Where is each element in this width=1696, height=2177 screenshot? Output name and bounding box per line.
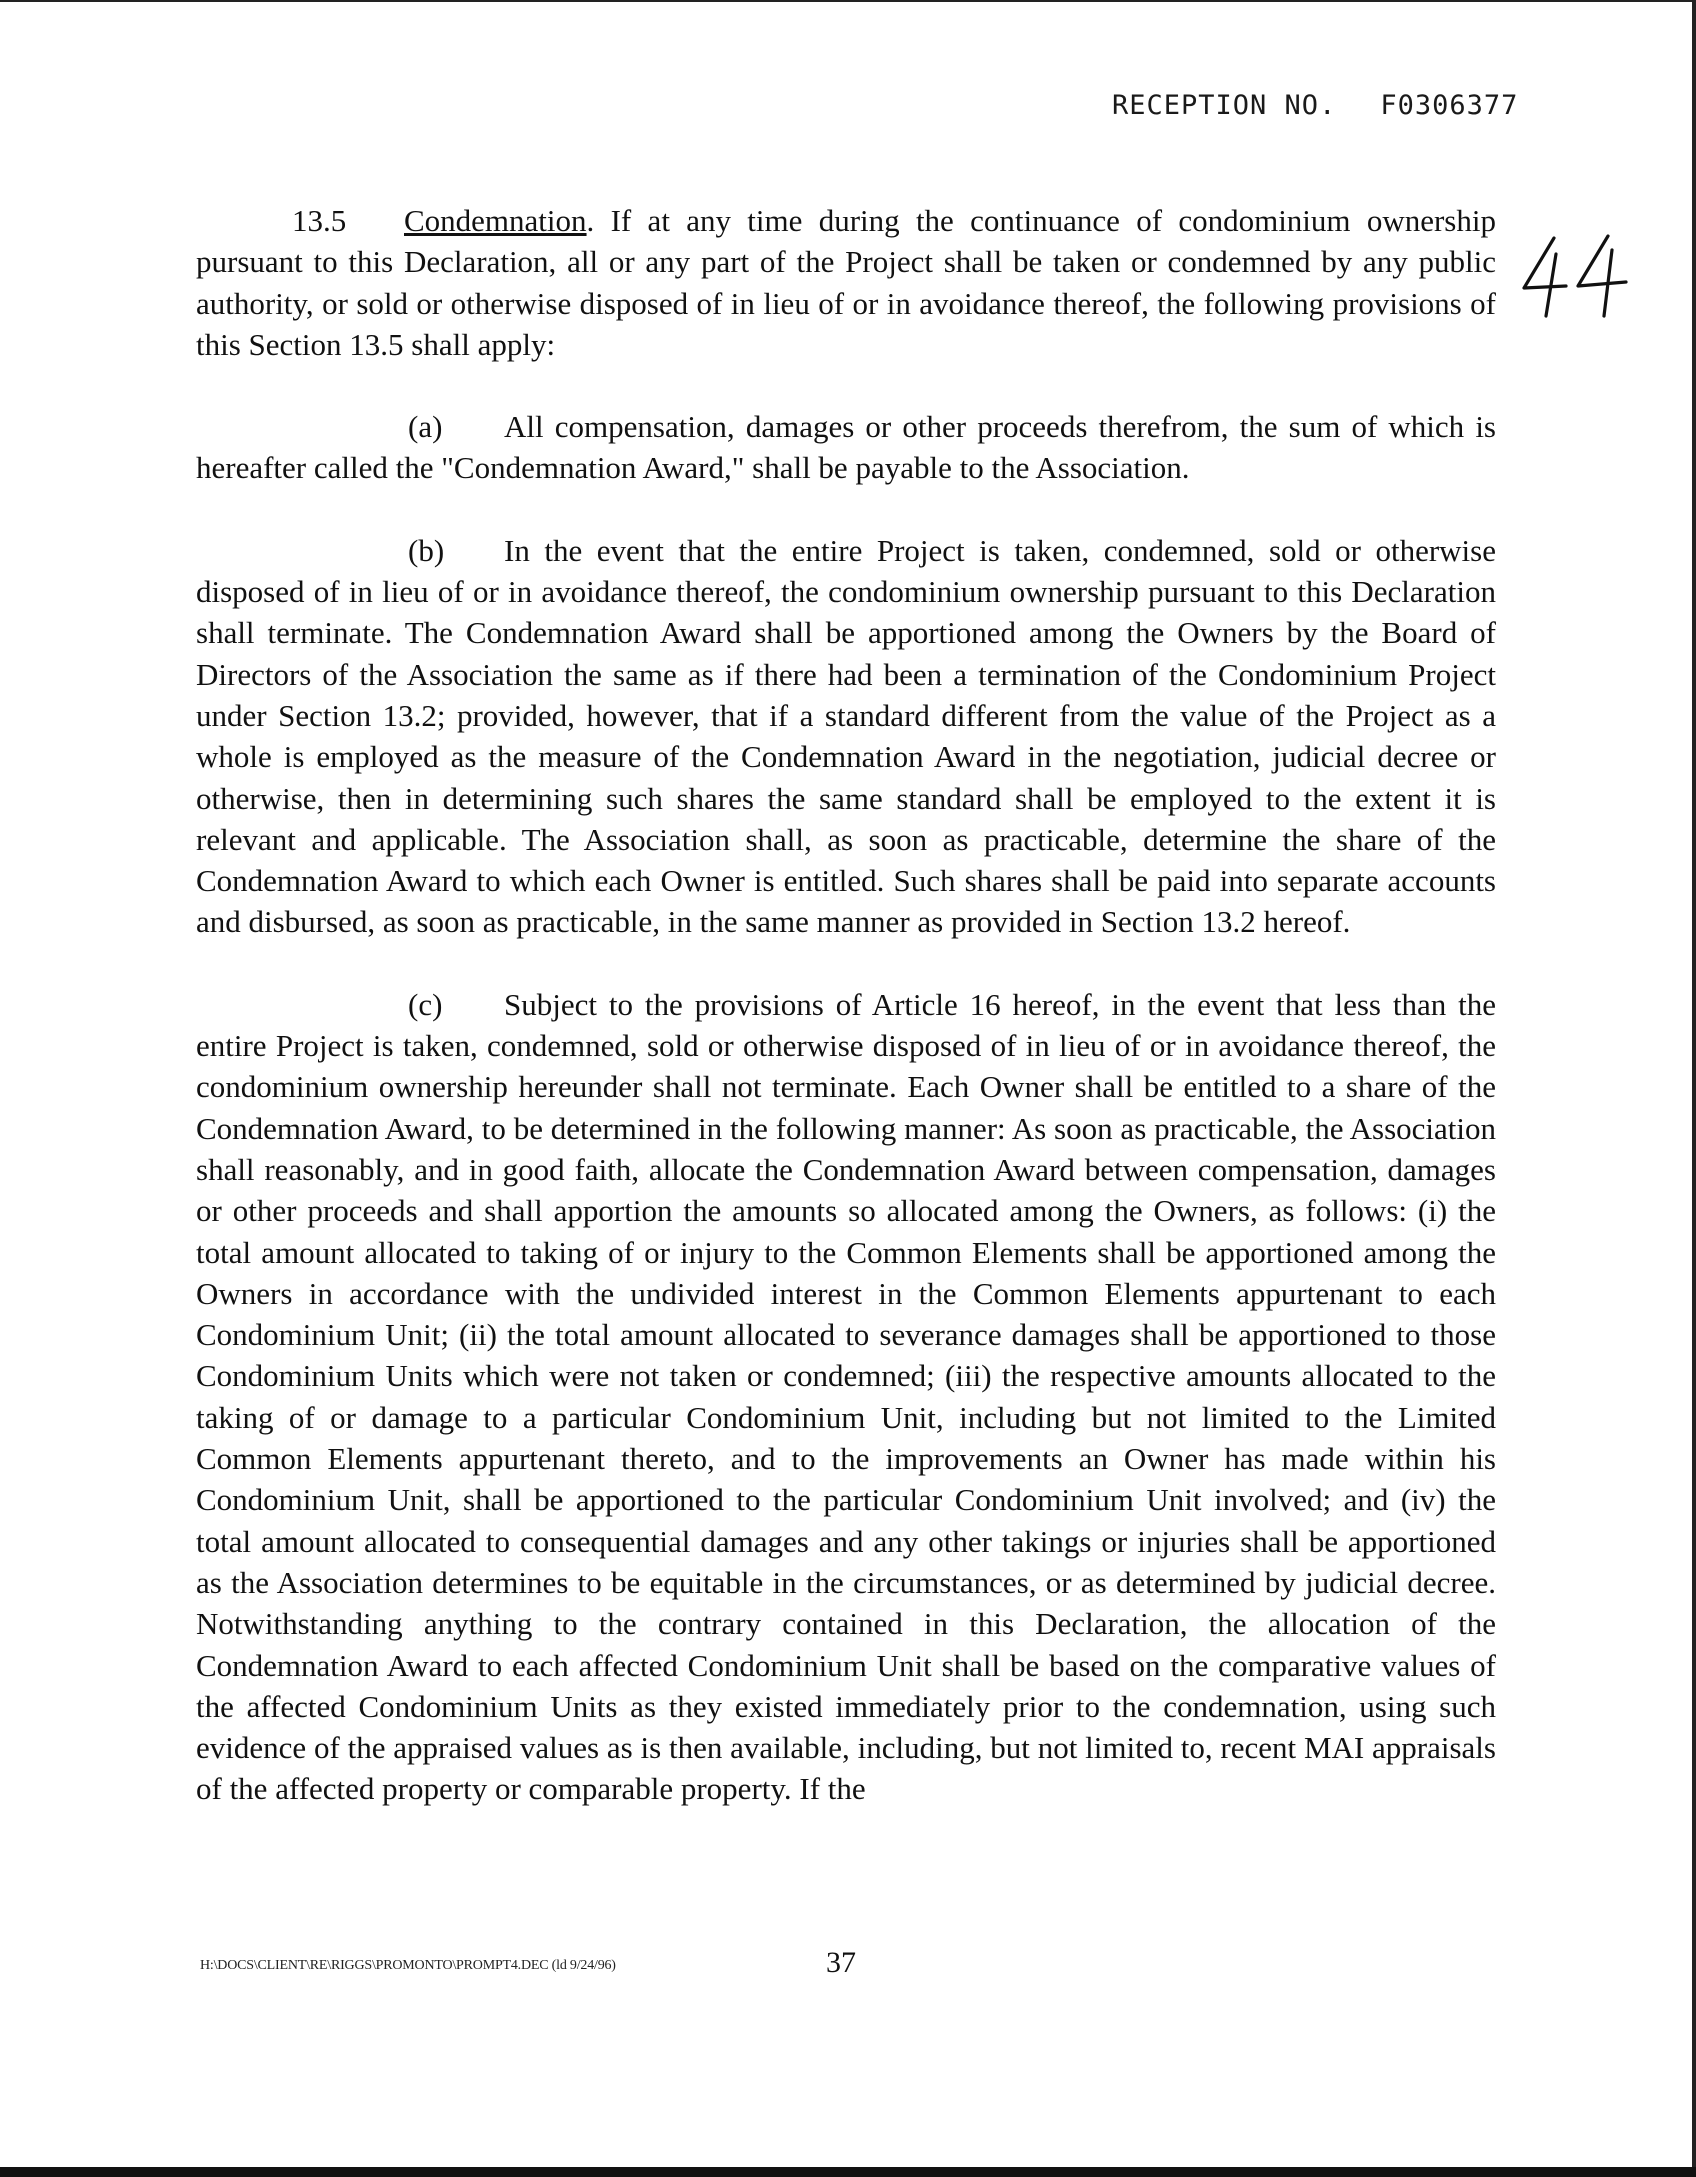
subsection-b	[196, 530, 1496, 943]
subsection-b-label: (b)	[408, 532, 445, 568]
scan-edge-top	[0, 0, 1696, 2]
subsection-b-text: In the event that the entire Project is taken, condemned, sold or otherwise disposed of in lieu of or in avoidance thereof, the condominium ownership pursuant to this Declaration shall terminate. The Condemnation Award shall be apportioned among the Owners by the Board of Directors of the Association the same as if there had been a termination of the Condominium Project under Section 13.2; provided, however, that if a standard different from the value of the Project as a whole is employed as the measure of the Condemnation Award in the negotiation, judicial decree or otherwise, then in determining such shares the same standard shall be employed to the extent it is relevant and applicable. The Association shall, as soon as practicable, determine the share of the Condemnation Award to which each Owner is entitled. Such shares shall be paid into separate accounts and disbursed, as soon as practicable, in the same manner as provided in Section 13.2 hereof.	[196, 532, 1496, 940]
subsection-c-text: Subject to the provisions of Article 16 hereof, in the event that less than the entire Project is taken, condemned, sold or otherwise disposed of in lieu of or in avoidance thereof, the condominium ownership hereunder shall not terminate. Each Owner shall be entitled to a share of the Condemnation Award, to be determined in the following manner: As soon as practicable, the Association shall reasonably, and in good faith, allocate the Condemnation Award between compensation, damages or other proceeds and shall apportion the amounts so allocated among the Owners, as follows: (i) the total amount allocated to taking of or injury to the Common Elements shall be apportioned among the Owners in accordance with the undivided interest in the Common Elements appurtenant to each Condominium Unit; (ii) the total amount allocated to severance damages shall be apportioned to those Condominium Units which were not taken or condemned; (iii) the respective amounts allocated to the taking of or damage to a particular Condominium Unit, including but not limited to the Limited Common Elements appurtenant thereto, and to the improvements an Owner has made within his Condominium Unit, shall be apportioned to the particular Condominium Unit involved; and (iv) the total amount allocated to consequential damages and any other takings or injuries shall be apportioned as the Association determines to be equitable in the circumstances, or as determined by judicial decree. Notwithstanding anything to the contrary contained in this Declaration, the allocation of the Condemnation Award to each affected Condominium Unit shall be based on the comparative values of the affected Condominium Units as they existed immediately prior to the condemnation, using such evidence of the appraised values as is then available, including, but not limited to, recent MAI appraisals of the affected property or comparable property. If the	[196, 986, 1496, 1807]
section-title: Condemnation	[404, 203, 587, 238]
scan-edge-right	[1692, 0, 1696, 2177]
handwritten-page-mark	[1516, 228, 1636, 318]
subsection-a-label: (a)	[408, 409, 443, 445]
reception-stamp	[1112, 90, 1518, 121]
scan-edge-bottom	[0, 2167, 1696, 2177]
subsection-a-text: All compensation, damages or other proceeds therefrom, the sum of which is hereafter called the "Condemnation Award," shall be payable to the Association.	[196, 409, 1496, 486]
reception-number: F0306377	[1380, 90, 1519, 121]
reception-label: RECEPTION NO.	[1112, 90, 1337, 121]
subsection-c	[196, 984, 1496, 1810]
section-number: 13.5	[292, 203, 347, 238]
footer-file-path: H:\DOCS\CLIENT\RE\RIGGS\PROMONTO\PROMPT4.DEC (ld 9/24/96)	[200, 1958, 616, 1973]
page-number: 37	[826, 1946, 856, 1979]
section-13-5-paragraph	[196, 200, 1496, 365]
subsection-c-label: (c)	[408, 986, 443, 1022]
subsection-a	[196, 406, 1496, 489]
section-intro: . If at any time during the continuance of condominium ownership pursuant to this Declaration, all or any part of the Project shall be taken or condemned by any public authority, or sold or otherwise disposed of in lieu of or in avoidance thereof, the following provisions of this Section 13.5 shall apply:	[196, 203, 1496, 362]
document-body	[196, 200, 1496, 1810]
